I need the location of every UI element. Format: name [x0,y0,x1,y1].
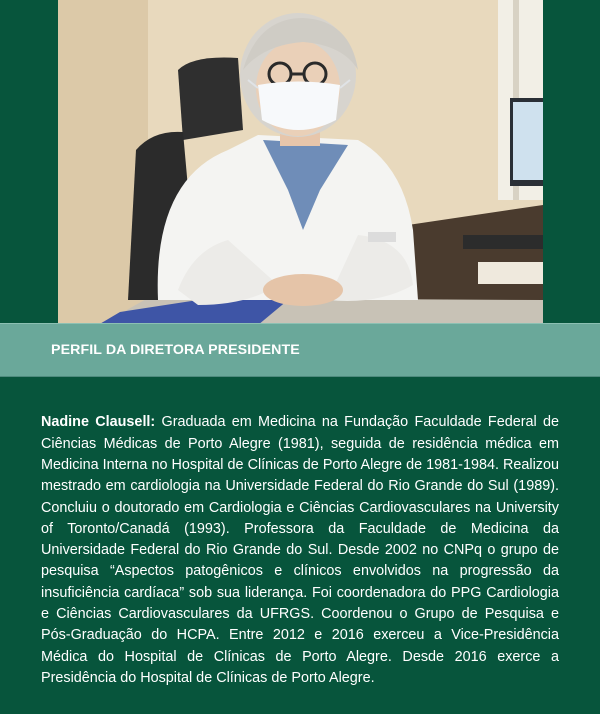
bio-person-name: Nadine Clausell: [41,414,156,431]
portrait-photo [58,0,543,325]
section-title: PERFIL DA DIRETORA PRESIDENTE [51,342,300,358]
bio-text: Graduada em Medicina na Fundação Faculdade Federal de Ciências Médicas de Porto Alegre (1981), seguida de residência médica em Medicina Interna no Hospital de Clínicas de Porto Alegre de 1981-1984. Realizou mestrado em cardiologia na Universidade Federal do Rio Grande do Sul (1989). Concluiu o doutorado em Cardiologia e Ciências Cardiovasculares na University of Toronto/Canadá (1993). Professora da Faculdade de Medicina da Universidade Federal do Rio Grande do Sul. Desde 2002 no CNPq o grupo de pesquisa “Aspectos patogênicos e clínicos envolvidos na progressão da insuficiência cardíaca” sob sua liderança. Foi coordenadora do PPG Cardiologia e Ciências Cardiovasculares da UFRGS. Coordenou o Grupo de Pesquisa e Pós-Graduação do HCPA. Entre 2012 e 2016 exerceu a Vice-Presidência Médica do Hospital de Clínicas de Porto Alegre. Desde 2016 exerce a Presidência do Hospital de Clínicas de Porto Alegre. [41,414,559,686]
section-banner [0,323,600,377]
biography-paragraph [41,412,559,689]
